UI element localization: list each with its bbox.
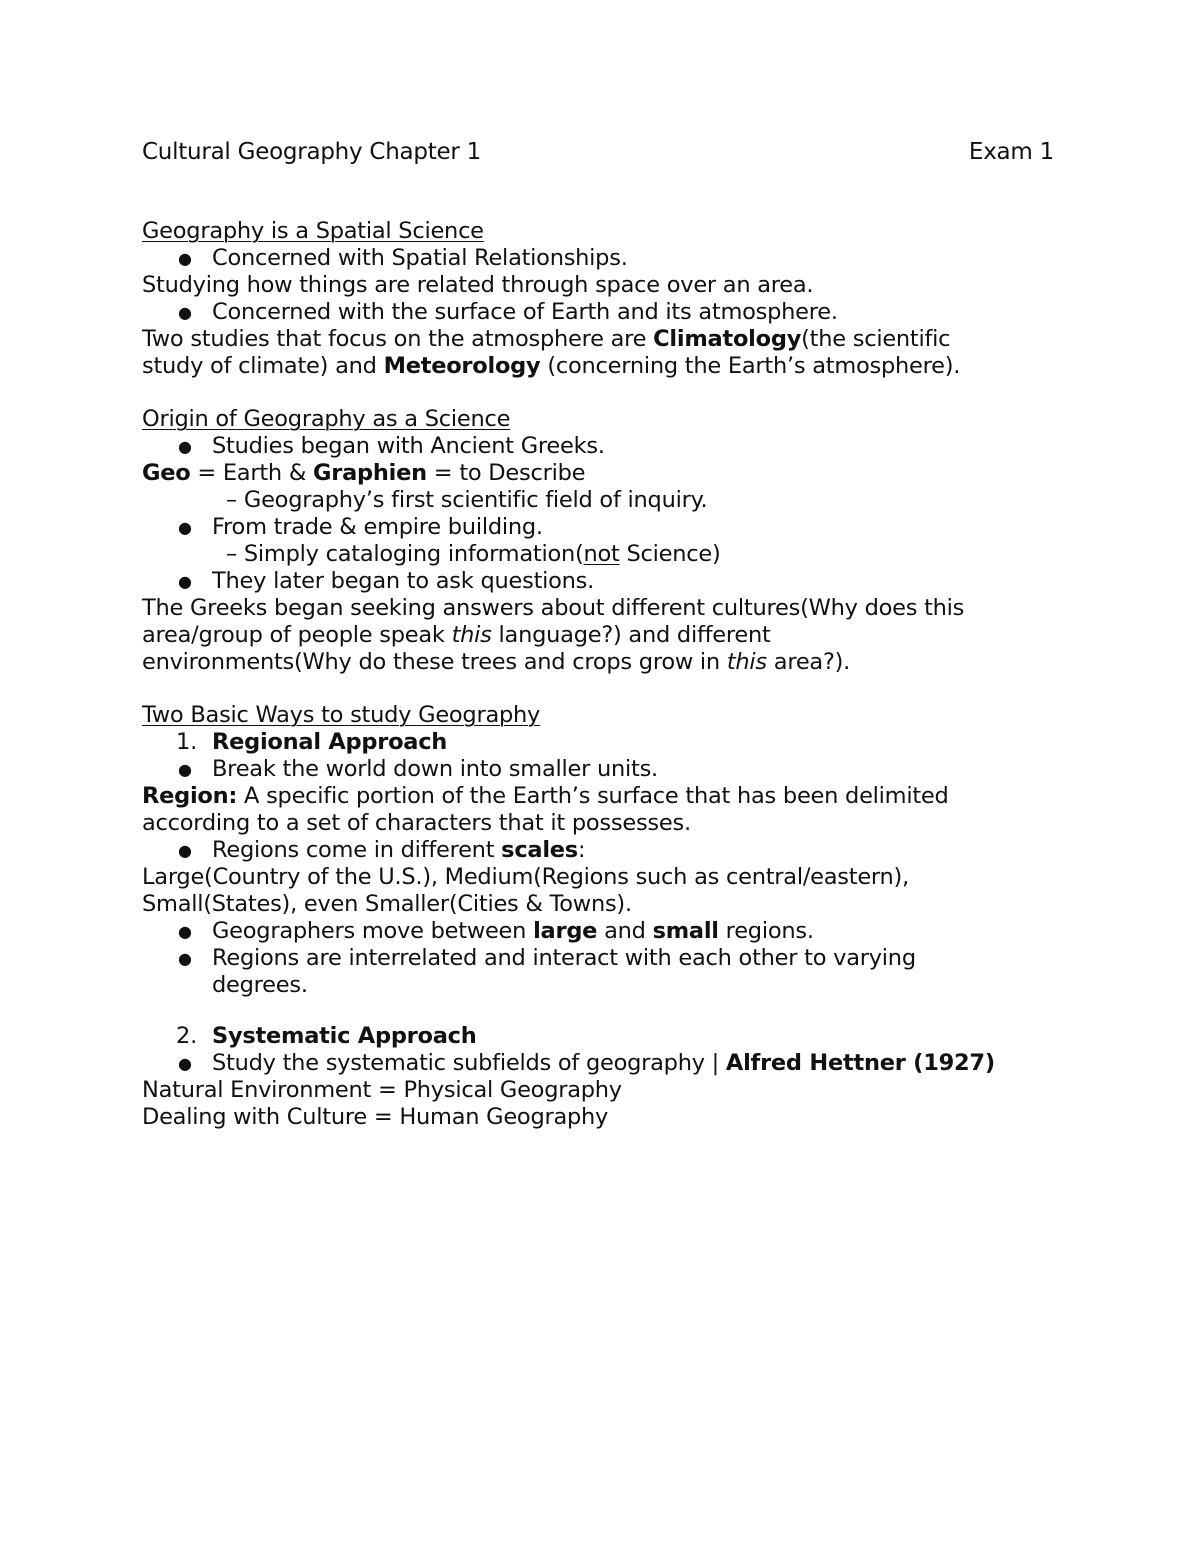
term-graphien: Graphien xyxy=(313,460,427,486)
bullet-item: ● Regions are interrelated and interact with each other to varying xyxy=(178,945,916,971)
text-line: environments(Why do these trees and crops grow in this area?). xyxy=(142,649,851,675)
bullet-icon: ● xyxy=(178,572,192,591)
bullet-item: ● From trade & empire building. xyxy=(178,514,543,540)
bullet-icon: ● xyxy=(178,841,192,860)
term-geo: Geo xyxy=(142,460,191,486)
term-region: Region: xyxy=(142,783,238,809)
text-line: study of climate) and Meteorology (concerning the Earth’s atmosphere). xyxy=(142,353,961,379)
text-line: Large(Country of the U.S.), Medium(Regions such as central/eastern), xyxy=(142,864,909,890)
bullet-icon: ● xyxy=(178,303,192,322)
bullet-item: ● Regions come in different scales: xyxy=(178,837,586,863)
text-line: Region: A specific portion of the Earth’s surface that has been delimited xyxy=(142,783,949,809)
exam-label: Exam 1 xyxy=(968,139,1054,165)
text-line: Geo = Earth & Graphien = to Describe xyxy=(142,460,586,486)
bullet-icon: ● xyxy=(178,437,192,456)
text-line: area/group of people speak this language?) and different xyxy=(142,622,771,648)
bullet-continuation: degrees. xyxy=(212,972,308,998)
numbered-item-systematic: 2. Systematic Approach xyxy=(176,1023,477,1049)
term-climatology: Climatology xyxy=(653,326,802,352)
bullet-item: ● Geographers move between large and small regions. xyxy=(178,918,814,944)
bullet-item: ● Study the systematic subfields of geography | Alfred Hettner (1927) xyxy=(178,1050,995,1076)
document-body xyxy=(142,218,1054,1131)
section-heading-spatial-science: Geography is a Spatial Science xyxy=(142,218,484,244)
document-title: Cultural Geography Chapter 1 xyxy=(142,139,482,165)
bullet-icon: ● xyxy=(178,249,192,268)
text-line: Two studies that focus on the atmosphere are Climatology(the scientific xyxy=(142,326,951,352)
text-line: according to a set of characters that it possesses. xyxy=(142,810,691,836)
text-line: The Greeks began seeking answers about different cultures(Why does this xyxy=(142,595,965,621)
text-line: Small(States), even Smaller(Cities & Towns). xyxy=(142,891,632,917)
bullet-icon: ● xyxy=(178,1054,192,1073)
text-line: Natural Environment = Physical Geography xyxy=(142,1077,622,1103)
section-heading-two-ways: Two Basic Ways to study Geography xyxy=(142,702,541,728)
section-heading-origin: Origin of Geography as a Science xyxy=(142,406,511,432)
bullet-icon: ● xyxy=(178,922,192,941)
dash-item: – Simply cataloging information(not Science) xyxy=(226,541,721,567)
text-line: Studying how things are related through space over an area. xyxy=(142,272,814,298)
bullet-icon: ● xyxy=(178,760,192,779)
bullet-item: ● Concerned with the surface of Earth and its atmosphere. xyxy=(178,299,838,325)
numbered-item-regional: 1. Regional Approach xyxy=(176,729,448,755)
dash-item: – Geography’s first scientific field of inquiry. xyxy=(226,487,708,513)
bullet-item: ● Studies began with Ancient Greeks. xyxy=(178,433,605,459)
page-header xyxy=(142,139,1054,169)
bullet-item: ● Break the world down into smaller units. xyxy=(178,756,658,782)
bullet-icon: ● xyxy=(178,949,192,968)
bullet-icon: ● xyxy=(178,518,192,537)
bullet-item: ● They later began to ask questions. xyxy=(178,568,595,594)
text-line: Dealing with Culture = Human Geography xyxy=(142,1104,609,1130)
bullet-item: ● Concerned with Spatial Relationships. xyxy=(178,245,628,271)
term-meteorology: Meteorology xyxy=(383,353,541,379)
